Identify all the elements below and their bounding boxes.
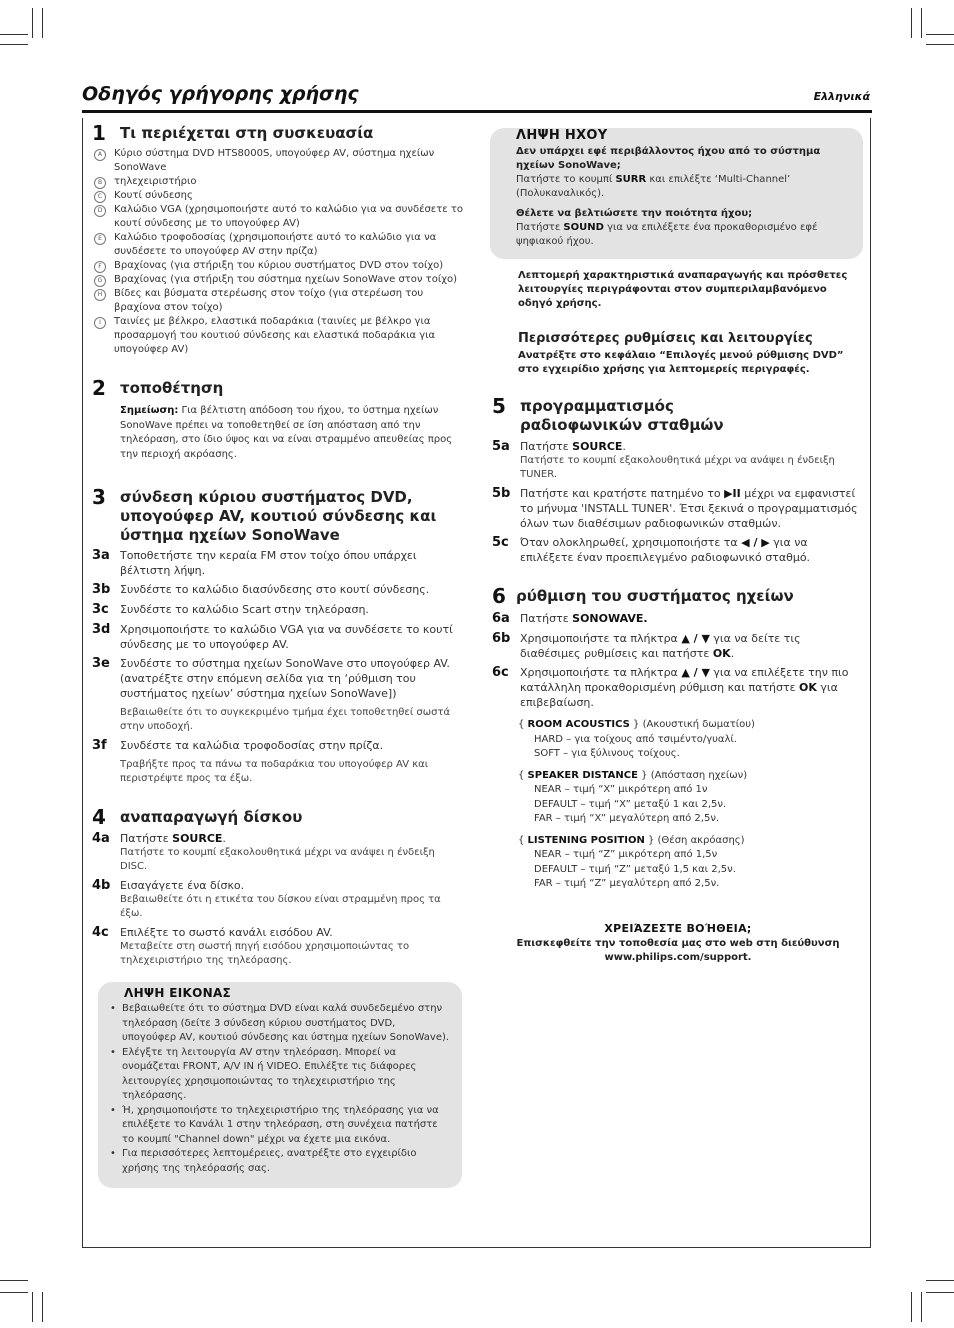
letter-badge: A [94, 149, 106, 161]
language-label: Ελληνικά [813, 90, 870, 103]
step-4a [92, 831, 464, 874]
key-label: OK [712, 647, 731, 660]
crop-mark [926, 1280, 954, 1281]
key-label: SONOWAVE. [572, 612, 648, 625]
option-name: ROOM ACOUSTICS [527, 719, 630, 730]
step-id: 3a [92, 548, 110, 563]
item-text: Βραχίονας (για στήριξη του σύστημα ηχείων SonoWave στον τοίχο) [114, 274, 458, 285]
letter-badge: I [94, 317, 106, 329]
crop-mark [0, 34, 28, 35]
help-title: ΧΡΕΙΆΖΕΣΤΕ ΒΟΉΘΕΙΑ; [604, 921, 752, 935]
up-down-arrows-icon: ▲ / ▼ [681, 632, 710, 645]
left-column [92, 122, 464, 1188]
crop-mark [0, 1280, 28, 1281]
step-id: 4a [92, 831, 110, 846]
step-5a [492, 439, 864, 482]
answer-text: Πατήστε το κουμπί [516, 174, 616, 185]
step-text: Χρησιμοποιήστε τα πλήκτρα [520, 632, 682, 645]
step-id: 4c [92, 925, 109, 940]
letter-badge: C [94, 191, 106, 203]
step-text: Συνδέστε το σύστημα ηχείων SonoWave στο υπογούφερ AV. (ανατρέξτε στην επόμενη σελίδα για τη ‘ρύθμιση του συστήματος ηχείων’ σύστημα ηχείων SonoWave]) [120, 657, 450, 700]
note-label: Σημείωση: [120, 405, 179, 416]
answer-text: Πατήστε [516, 222, 564, 233]
note-text: Για βέλτιστη απόδοση του ήχου, το ύστημα ηχείων SonoWave πρέπει να τοποθετηθεί σε ίση απόσταση από την τηλεόραση, στο ίδιο ύψος και να είναι στραμμένο απευθείας προς την περιοχή ακρόασης. [120, 405, 453, 460]
option-value: DEFAULT – τιμή “Z” μεταξύ 1,5 και 2,5ν. [534, 863, 736, 875]
section-number: 1 [92, 121, 106, 145]
section-title: αναπαραγωγή δίσκου [120, 808, 303, 826]
step-3a [92, 548, 464, 578]
section-title: σύνδεση κύριου συστήματος DVD, υπογούφερ AV, κουτιού σύνδεσης και ύστημα ηχείων SonoWave [120, 488, 437, 544]
option-listening-position [492, 834, 864, 892]
section-title: Τι περιέχεται στη συσκευασία [120, 124, 374, 142]
more-settings-text: Ανατρέξτε στο κεφάλαιο “Επιλογές μενού ρύθμισης DVD” στο εγχειρίδιο χρήσης για λεπτομερείς περιγραφές. [518, 350, 844, 375]
crop-mark [911, 8, 912, 38]
answer [516, 173, 859, 201]
step-text: Χρησιμοποιήστε τα πλήκτρα [520, 666, 682, 679]
item-text: Καλώδιο τροφοδοσίας (χρησιμοποιήστε αυτό το καλώδιο για να συνδέσετε το υπογούφερ AV στην πρίζα) [114, 232, 437, 257]
step-3b [92, 582, 464, 598]
letter-badge: F [94, 261, 106, 273]
step-id: 6b [492, 631, 511, 646]
step-text: Επιλέξτε το σωστό κανάλι εισόδου AV. [120, 926, 333, 939]
list-item [92, 231, 464, 259]
step-id: 3f [92, 738, 107, 753]
step-text: για να δείτε τις διαθέσιμες ρυθμίσεις και πατήστε [520, 632, 801, 660]
key-label: SOUND [563, 222, 604, 233]
step-id: 6c [492, 665, 509, 680]
step-id: 3d [92, 622, 111, 637]
placement-note [120, 404, 464, 462]
step-subtext: Πατήστε το κουμπί εξακολουθητικά μέχρι να ανάψει η ένδειξη TUNER. [520, 455, 835, 480]
letter-badge: H [94, 289, 106, 301]
crop-mark [911, 1292, 912, 1322]
crop-mark [42, 1292, 43, 1322]
step-text: . [622, 440, 626, 453]
list-item [92, 259, 464, 273]
step-subtext: Τραβήξτε προς τα πάνω τα ποδαράκια του υπογούφερ AV και περιστρέψτε προς τα έξω. [120, 759, 429, 784]
option-value: HARD – για τοίχους από τσιμέντο/γυαλί. [534, 733, 737, 745]
option-value: FAR – τιμή “Z” μεγαλύτερη από 2,5ν. [534, 878, 720, 889]
option-value: NEAR – τιμή “Z” μικρότερη από 1,5ν [534, 849, 718, 860]
item-text: τηλεχειριστήριο [114, 176, 197, 187]
option-name: LISTENING POSITION [527, 834, 645, 846]
list-item [92, 147, 464, 175]
key-label: OK [799, 681, 817, 694]
step-5b [492, 486, 864, 531]
list-item [92, 287, 464, 315]
step-subtext: Βεβαιωθείτε ότι το συγκεκριμένο τμήμα έχει τοποθετηθεί σωστά στην υποδοχή. [120, 707, 451, 732]
step-text: Πατήστε [520, 440, 573, 453]
section-6-heading [492, 585, 864, 607]
option-desc: } (Ακουστική δωματίου) [629, 719, 755, 730]
list-item [92, 315, 464, 357]
answer-text: και επιλέξτε ‘Multi-Channel’ (Πολυκαναλικός). [516, 174, 791, 199]
crop-mark [926, 1292, 954, 1293]
step-text: Όταν ολοκληρωθεί, χρησιμοποιήστε τα [520, 536, 742, 549]
section-5-heading [492, 395, 864, 435]
step-text: Πατήστε [120, 832, 173, 845]
step-text: Πατήστε και κρατήστε πατημένο το [520, 487, 725, 500]
step-text: . [730, 647, 735, 660]
step-subtext: Βεβαιωθείτε ότι η ετικέτα του δίσκου είναι στραμμένη προς τα έξω. [120, 894, 441, 919]
crop-mark [0, 44, 28, 45]
section-number: 5 [492, 394, 506, 418]
page-title: Οδηγός γρήγορης χρήσης [82, 83, 359, 105]
play-pause-icon: ▶II [724, 487, 741, 500]
section-title: τοποθέτηση [120, 379, 224, 397]
item-text: Καλώδιο VGA (χρησιμοποιήστε αυτό το καλώδιο για να συνδέσετε το κουτί σύνδεσης με το υπογούφερ AV) [114, 204, 463, 229]
letter-badge: B [94, 177, 106, 189]
section-number: 3 [92, 485, 106, 509]
step-text: . [222, 832, 226, 845]
step-id: 3c [92, 602, 109, 617]
crop-mark [926, 44, 954, 45]
option-value: FAR – τιμή “X” μεγαλύτερη από 2,5ν. [534, 813, 720, 824]
step-subtext: Μεταβείτε στη σωστή πηγή εισόδου χρησιμοποιώντας το τηλεχειριστήριο της τηλεόρασης. [120, 941, 410, 966]
answer-text: για να επιλέξετε ένα προκαθορισμένο εφέ ψηφιακού ήχου. [516, 222, 818, 247]
package-contents-list [92, 147, 464, 357]
step-3e [92, 656, 464, 734]
key-label: SOURCE [572, 440, 623, 453]
section-1-heading [92, 122, 464, 144]
item-text: Βίδες και βύσματα στερέωσης στον τοίχο (για στερέωση του βραχίονα στον τοίχο) [114, 288, 424, 313]
section-number: 6 [492, 584, 506, 608]
key-label: SURR [615, 174, 647, 185]
bullet-item: • Βεβαιωθείτε ότι το σύστημα DVD είναι καλά συνδεδεμένο στην τηλεόραση (δείτε 3 σύνδεση κύριου συστήματος DVD, υπογούφερ AV, κουτιού σύνδεσης και ύστημα ηχείων SonoWave). [108, 1002, 452, 1046]
step-id: 5c [492, 535, 509, 550]
step-5c [492, 535, 864, 565]
option-room-acoustics [492, 718, 864, 762]
step-4b [92, 878, 464, 921]
option-name: SPEAKER DISTANCE [527, 769, 638, 781]
section-number: 2 [92, 376, 106, 400]
question: Θέλετε να βελτιώσετε την ποιότητα ήχου; [516, 208, 753, 219]
step-id: 3e [92, 656, 110, 671]
option-value: DEFAULT – τιμή “X” μεταξύ 1 και 2,5ν. [534, 798, 727, 810]
step-6c [492, 665, 864, 710]
option-desc: } (Θέση ακρόασης) [644, 834, 745, 846]
crop-mark [921, 8, 922, 38]
option-label: { SPEAKER DISTANCE } (Απόσταση ηχείων) [518, 769, 748, 781]
crop-mark [42, 8, 43, 38]
question: Δεν υπάρχει εφέ περιβάλλοντος ήχου από το σύστημα ηχείων SonoWave; [516, 146, 821, 171]
right-column [492, 122, 864, 965]
option-label: { LISTENING POSITION } (Θέση ακρόασης) [518, 834, 745, 846]
section-number: 4 [92, 805, 106, 829]
option-speaker-distance [492, 769, 864, 827]
step-text: Συνδέστε το καλώδιο διασύνδεσης στο κουτί σύνδεσης. [120, 583, 430, 596]
bullet-item: • Για περισσότερες λεπτομέρειες, ανατρέξτε στο εγχειρίδιο χρήσης της τηλεόρασής σας. [108, 1147, 452, 1176]
more-settings-title: Περισσότερες ρυθμίσεις και λειτουργίες [518, 331, 813, 346]
box-title: ΛΗΨΗ ΗΧΟΥ [516, 128, 608, 143]
step-text: για επιβεβαίωση. [520, 681, 838, 709]
letter-badge: E [94, 233, 106, 245]
step-6b [492, 631, 864, 661]
step-text: Συνδέστε τα καλώδια τροφοδοσίας στην πρίζα. [120, 739, 384, 752]
section-title: ρύθμιση του συστήματος ηχείων [516, 587, 794, 605]
bullet-list [108, 1002, 452, 1176]
item-text: Κύριο σύστημα DVD HTS8000S, υπογούφερ AV, σύστημα ηχείων SonoWave [114, 148, 435, 173]
item-text: Κουτί σύνδεσης [114, 190, 193, 201]
step-id: 6a [492, 611, 510, 626]
step-3d [92, 622, 464, 652]
bullet-item: • Ή, χρησιμοποιήστε το τηλεχειριστήριο της τηλεόρασης για να επιλέξετε το Κανάλι 1 στην τηλεόραση, στη συνέχεια πατήστε το κουμπί "Channel down" μέχρι να έχετε μια εικόνα. [108, 1104, 452, 1148]
help-block [492, 922, 864, 965]
step-4c [92, 925, 464, 968]
step-text: Συνδέστε το καλώδιο Scart στην τηλεόραση. [120, 603, 369, 616]
step-text: Πατήστε [520, 612, 573, 625]
list-item [92, 273, 464, 287]
step-subtext: Πατήστε το κουμπί εξακολουθητικά μέχρι να ανάψει η ένδειξη DISC. [120, 847, 435, 872]
picture-troubleshoot-box [98, 982, 462, 1188]
step-id: 5a [492, 439, 510, 454]
item-text: Βραχίονας (για στήριξη του κύριου συστήματος DVD στον τοίχο) [114, 260, 444, 271]
left-right-arrows-icon: ◀ / ▶ [741, 536, 770, 549]
answer [516, 221, 859, 249]
step-text: για να επιλέξετε την πιο κατάλληλη προκαθορισμένη ρύθμιση και πατήστε [520, 666, 849, 694]
key-label: SOURCE [172, 832, 223, 845]
option-value: SOFT – για ξύλινους τοίχους. [534, 748, 680, 759]
step-3f [92, 738, 464, 786]
crop-mark [926, 34, 954, 35]
section-3-heading [92, 486, 464, 545]
letter-badge: D [94, 205, 106, 217]
bullet-item: • Ελέγξτε τη λειτουργία AV στην τηλεόραση. Μπορεί να ονομάζεται FRONT, A/V IN ή VIDEO. Επιλέξτε τις διάφορες λειτουργίες χρησιμοποιώντας το τηλεχειριστήριο της τηλεόρασης. [108, 1046, 452, 1104]
step-text: Εισαγάγετε ένα δίσκο. [120, 879, 245, 892]
list-item [92, 203, 464, 231]
details-note: Λεπτομερή χαρακτηριστικά αναπαραγωγής και πρόσθετες λειτουργίες περιγράφονται στον συμπεριλαμβανόμενο οδηγό χρήσης. [518, 270, 848, 309]
crop-mark [921, 1292, 922, 1322]
step-3c [92, 602, 464, 618]
up-down-arrows-icon: ▲ / ▼ [681, 666, 710, 679]
list-item [92, 175, 464, 189]
step-text: Τοποθετήστε την κεραία FM στον τοίχο όπου υπάρχει βέλτιστη λήψη. [120, 549, 417, 577]
step-text: για να επιλέξετε έναν προεπιλεγμένο ραδιοφωνικό σταθμό. [520, 536, 811, 564]
option-value: NEAR – τιμή “X” μικρότερη από 1ν [534, 784, 708, 795]
header-rule [82, 110, 872, 113]
section-2-heading [92, 377, 464, 399]
section-4-heading [92, 806, 464, 828]
step-id: 3b [92, 582, 111, 597]
step-6a [492, 611, 864, 627]
item-text: Ταινίες με βέλκρο, ελαστικά ποδαράκια (ταινίες με βέλκρο για προσαρμογή του κουτιού σύνδεσης και ελαστικά ποδαράκια για υπογούφερ AV) [114, 316, 436, 355]
help-text: Επισκεφθείτε την τοποθεσία μας στο web στη διεύθυνση [516, 937, 840, 949]
sound-troubleshoot-box [490, 128, 863, 259]
crop-mark [32, 1292, 33, 1322]
list-item [92, 189, 464, 203]
step-id: 4b [92, 878, 111, 893]
crop-mark [32, 8, 33, 38]
option-label: { ROOM ACOUSTICS } (Ακουστική δωματίου) [518, 719, 755, 730]
box-title: ΛΗΨΗ ΕΙΚΟΝΑΣ [124, 986, 232, 1000]
section-title: προγραμματισμός ραδιοφωνικών σταθμών [520, 397, 724, 434]
step-text: Χρησιμοποιήστε το καλώδιο VGA για να συνδέσετε το κουτί σύνδεσης με το υπογούφερ AV. [120, 623, 453, 651]
step-id: 5b [492, 486, 511, 501]
support-link[interactable]: www.philips.com/support. [604, 951, 752, 963]
crop-mark [0, 1292, 28, 1293]
step-text: μέχρι να εμφανιστεί το μήνυμα 'INSTALL TUNER'. Έτσι ξεκινά ο προγραμματισμός όλων των διαθέσιμων ραδιοφωνικών σταθμών. [520, 487, 858, 530]
option-desc: } (Απόσταση ηχείων) [637, 769, 748, 781]
letter-badge: G [94, 275, 106, 287]
